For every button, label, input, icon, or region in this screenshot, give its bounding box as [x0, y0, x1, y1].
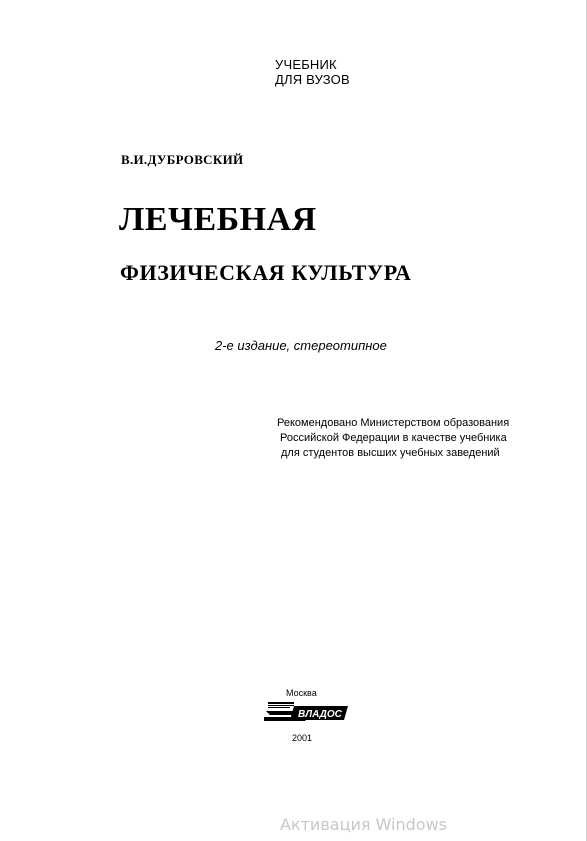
publisher-city: Москва [286, 688, 317, 698]
publication-year: 2001 [292, 733, 313, 743]
recommendation-line-2: Российской Федерации в качестве учебника [280, 432, 507, 444]
series-line-2: ДЛЯ ВУЗОВ [275, 72, 350, 87]
series-label [275, 57, 350, 87]
publisher-name: ВЛАДОС [298, 709, 342, 720]
publisher-block [262, 688, 352, 748]
recommendation-line-3: для студентов высших учебных заведений [281, 447, 500, 459]
book-title-sub: ФИЗИЧЕСКАЯ КУЛЬТУРА [120, 260, 412, 285]
windows-activation-watermark: Активация Windows [280, 815, 447, 834]
series-line-1: УЧЕБНИК [275, 57, 337, 72]
author-name: В.И.ДУБРОВСКИЙ [121, 152, 244, 167]
recommendation-block [277, 416, 509, 461]
edition-note: 2-е издание, стереотипное [215, 338, 387, 353]
recommendation-line-1: Рекомендовано Министерством образования [277, 417, 510, 429]
book-title-main: ЛЕЧЕБНАЯ [119, 201, 317, 238]
vlados-publisher-logo-icon [262, 700, 352, 726]
